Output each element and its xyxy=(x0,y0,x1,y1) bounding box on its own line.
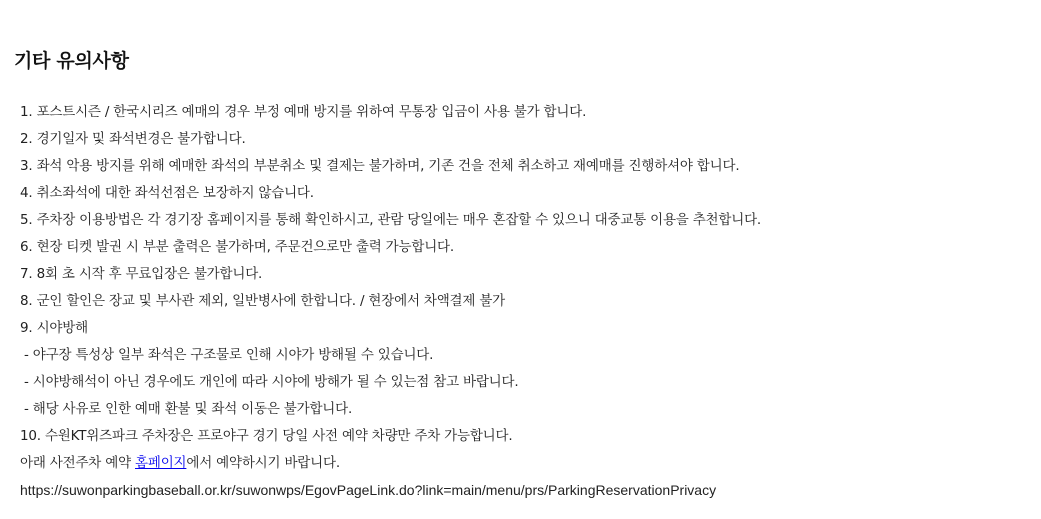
section-title: 기타 유의사항 xyxy=(14,50,129,72)
parking-text-before: 아래 사전주차 예약 xyxy=(20,455,136,471)
notice-subitem-1: - 야구장 특성상 일부 좌석은 구조물로 인해 시야가 방해될 수 있습니다. xyxy=(24,347,434,363)
parking-url: https://suwonparkingbaseball.or.kr/suwonwps/EgovPageLink.do?link=main/menu/prs/ParkingReservationPrivacy xyxy=(20,482,717,498)
notice-item-5: 5. 주차장 이용방법은 각 경기장 홈페이지를 통해 확인하시고, 관람 당일에는 매우 혼잡할 수 있으니 대중교통 이용을 추천합니다. xyxy=(20,212,762,228)
notice-item-10: 10. 수원KT위즈파크 주차장은 프로야구 경기 당일 사전 예약 차량만 주차 가능합니다. xyxy=(20,428,513,444)
notice-item-9: 9. 시야방해 xyxy=(20,320,88,336)
parking-text-after: 에서 예약하시기 바랍니다. xyxy=(186,455,340,471)
notice-item-7: 7. 8회 초 시작 후 무료입장은 불가합니다. xyxy=(20,266,263,282)
notice-subitem-2: - 시야방해석이 아닌 경우에도 개인에 따라 시야에 방해가 될 수 있는점 참고 바랍니다. xyxy=(24,374,519,390)
parking-reservation-line xyxy=(20,450,761,477)
notice-subitem-3: - 해당 사유로 인한 예매 환불 및 좌석 이동은 불가합니다. xyxy=(24,401,353,417)
notice-item-6: 6. 현장 티켓 발권 시 부분 출력은 불가하며, 주문건으로만 출력 가능합니다. xyxy=(20,239,454,255)
notice-list xyxy=(20,99,761,504)
notice-item-3: 3. 좌석 악용 방지를 위해 예매한 좌석의 부분취소 및 결제는 불가하며, 기존 건을 전체 취소하고 재예매를 진행하셔야 합니다. xyxy=(20,158,740,174)
notice-item-1: 1. 포스트시즌 / 한국시리즈 예매의 경우 부정 예매 방지를 위하여 무통장 입금이 사용 불가 합니다. xyxy=(20,104,587,120)
notice-item-2: 2. 경기일자 및 좌석변경은 불가합니다. xyxy=(20,131,246,147)
notice-item-4: 4. 취소좌석에 대한 좌석선점은 보장하지 않습니다. xyxy=(20,185,314,201)
notice-item-8: 8. 군인 할인은 장교 및 부사관 제외, 일반병사에 한합니다. / 현장에서 차액결제 불가 xyxy=(20,293,506,309)
homepage-link[interactable]: 홈페이지 xyxy=(135,455,187,471)
